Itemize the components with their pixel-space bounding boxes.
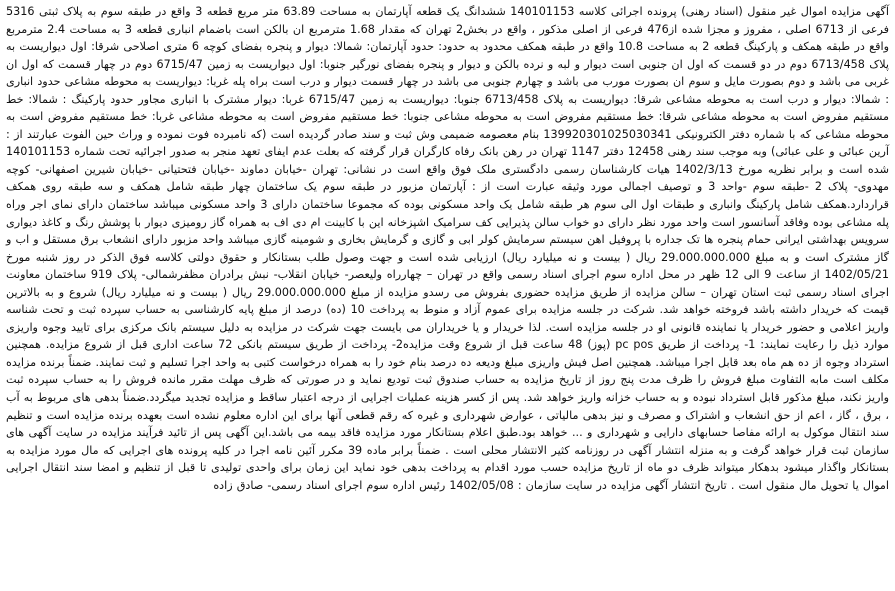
notice-body: آگهی مزایده اموال غیر منقول (اسناد رهنی) پرونده اجرائی کلاسه 140101153 ششدانگ یک قطعه آپارتمان به مساحت 63.89 متر مربع قطعه 3 واقع در طبقه سوم به پلاک ثبتی 5316 فرعی از 6713 اصلی ، مفروز و مجزا شده از476 فرعی از اصلی مذکور ، واقع در بخش2 تهران که مقدار 1.68 مترمربع ان بالکن است باضمام انباری قطعه 3 به مساحت 2.4 مترمربع واقع در طبقه همکف و پارکینگ قطعه 2 به مساحت 10.8 واقع در طبقه همکف محدود به حدود: حدود آپارتمان: شمالا: دیوار و پنجره بفضای کوچه 6 متری اصلاحی شرقا: اول دیواریست به پلاک 6713/458 دوم در دو قسمت که اول ان جنوبی است دیوار و لبه و نرده بالکن و دیوار و پنجره بفضای نورگیر جنوبا: اول دیواریست به زمین 6715/47 دوم در چهار قسمت که اول ان غربی می باشد و دوم بصورت مایل و سوم ان بصورت مورب می باشد و چهارم جنوبی می باشد در چهار قسمت دیوار و درب است براه پله غربا: دیواریست به محوطه مشاعی حدود انباری : شمالا: دیوار و درب است به محوطه مشاعی شرقا: دیواریست به پلاک 6713/458 جنوبا: دیواریست به زمین 6715/47 غربا: دیوار مشترک با انباری مجاور حدود پارکینگ : شمالا: خط مستقیم مفروض است به محوطه مشاعی شرقا: خط مستقیم مفروض است به محوطه مشاعی جنوبا: خط مستقیم مفروض است به محوطه مشاعی غربا: خط مستقیم مفروض است به محوطه مشاعی که با شماره دفتر الکترونیکی 139920301025030341 بنام معصومه ضمیمی وش ثبت و سند صادر گردیده است (که نامبرده فوت نموده و وراث حین الفوت عبارتند از : آرین عبائی و علی عبائی) وبه موجب سند رهنی 12458 دفتر 1147 تهران در رهن بانک رفاه کارگران قرار گرفته که بعلت عدم ایفای تعهد منجر به صدور اجرائیه تحت شماره 140101153 شده است و برابر نظریه مورخ 1402/3/13 هیات کارشناسان رسمی دادگستری ملک فوق واقع است در نشانی: تهران -خیابان دماوند -خیابان فتحتیانی -خیابان شیرین اصفهانی- کوچه مهدوی- پلاک 2 -طبقه سوم -واحد 3 و توصیف اجمالی مورد وثیقه عبارت است از : آپارتمان مزبور در طبقه سوم یک ساختمان چهار طبقه شامل همکف و سه طبقه روی همکف قراردارد.همکف شامل پارکینگ وانباری و طبقات اول الی سوم هر طبقه شامل یک واحد مسکونی بوده که مجموعا ساختمان دارای 3 واحد مسکونی میباشد ساختمان دارای نمای اجر وراه پله مشاعی بوده وفاقد آسانسور است واحد مورد نظر دارای دو خواب سالن پذیرایی کف سرامیک اشپزخانه این با کابینت ام دی اف به همراه گاز رومیزی دیوار با پوشش رنگ و کاغذ دیواری سرویس بهداشتی ایرانی حمام پنجره ها تک جداره با پروفیل اهن سیستم سرمایش کولر ابی و گازی و گرمایش بخاری و شومینه گازی میباشد واحد مزبور دارای انشعاب برق مستقل و اب و گاز مشترک است و به مبلغ 29.000.000.000 ریال ( بیست و نه میلیارد ریال) ارزیابی شده است و جهت وصول طلب بستانکار و حقوق دولتی کلاسه فوق الذکر در روز شنبه مورخ 1402/05/21 از ساعت 9 الی 12 ظهر در محل اداره سوم اجرای اسناد رسمی واقع در تهران – چهارراه ولیعصر- خیابان انقلاب- نبش برادران مظفرشمالی- پلاک 919 ساختمان معاونت اجرای اسناد رسمی ثبت استان تهران – سالن مزایده از طریق مزایده حضوری بفروش می رسدو مزایده از مبلغ 29.000.000.000 ریال ( بیست و نه میلیارد ریال) شروع و به بالاترین قیمت که خریدار داشته باشد فروخته خواهد شد. شرکت در جلسه مزایده برای عموم آزاد و منوط به پرداخت 10 (ده) درصد از مبلغ پایه کارشناسی به حساب سپرده ثبت و تحت شناسه واریز اعلامی و حضور خریدار یا نماینده قانونی او در جلسه مزایده است. لذا خریدار و یا خریداران می بایست جهت شرکت در مزایده به دلیل سیستم بانک مرکزی برای تایید وجوه واریزی موارد ذیل را رعایت نمایند: 1- پرداخت از طریق pc pos (پوز) 48 ساعت قبل از شروع وقت مزایده2- پرداخت از طریق سیستم بانکی 72 ساعت اداری قبل از شروع مزایده. همچنین استرداد وجوه از ده هم ماه بعد قابل اجرا میباشد. همچنین اصل فیش واریزی مبلغ ودیعه ده درصد بنام خود را به همراه درخواست کتبی به واحد اجرا تسلیم و ثبت نمایند. ضمناً برنده مزایده مکلف است مابه التفاوت مبلغ فروش را ظرف مدت پنج روز از تاریخ مزایده به حساب صندوق ثبت تودیع نماید و در صورتی که ظرف مهلت مقرر مانده فروش را به حساب سپرده ثبت واریز نکند، مبلغ مذکور قابل استرداد نبوده و به حساب خزانه واریز خواهد شد. پس از کسر هزینه عملیات اجرایی از درجه اعتبار ساقط و مزایده تجدید میگردد.ضمناً بدهی های مربوط به آب ، برق ، گاز ، اعم از حق انشعاب و اشتراک و مصرف و نیز بدهی مالیاتی ، عوارض شهرداری و غیره که رقم قطعی آنها برای این اداره معلوم نشده است بعهده برنده مزایده است و تنظیم سند انتقال موکول به ارائه مفاصا حسابهای دارایی و شهرداری و ... خواهد بود.طبق اعلام بستانکار مورد مزایده فاقد بیمه می باشد.این آگهی پس از تائید فرآیند مزایده در سایت آگهی های سازمان ثبت قرار خواهد گرفت و به منزله انتشار آگهی در روزنامه کثیر الانتشار محلی است . ضمناً برابر ماده 39 مکرر آئین نامه اجرا در کلیه پرونده های اجرایی که مال مورد مزایده به بستانکار واگذار میشود بدهکار میتواند ظرف دو ماه از تاریخ مزایده حسب مورد اقدام به پرداخت بدهی خود نماید این زمان برای واحدی تولیدی تا قبل از تنظیم و امضا سند انتقال اجرایی اموال یا تحویل مال منقول است . تاریخ انتشار آگهی مزایده در سایت سازمان : 1402/05/08 رئیس اداره سوم اجرای اسناد رسمی- صادق زاده bbox=[6, 5, 890, 492]
